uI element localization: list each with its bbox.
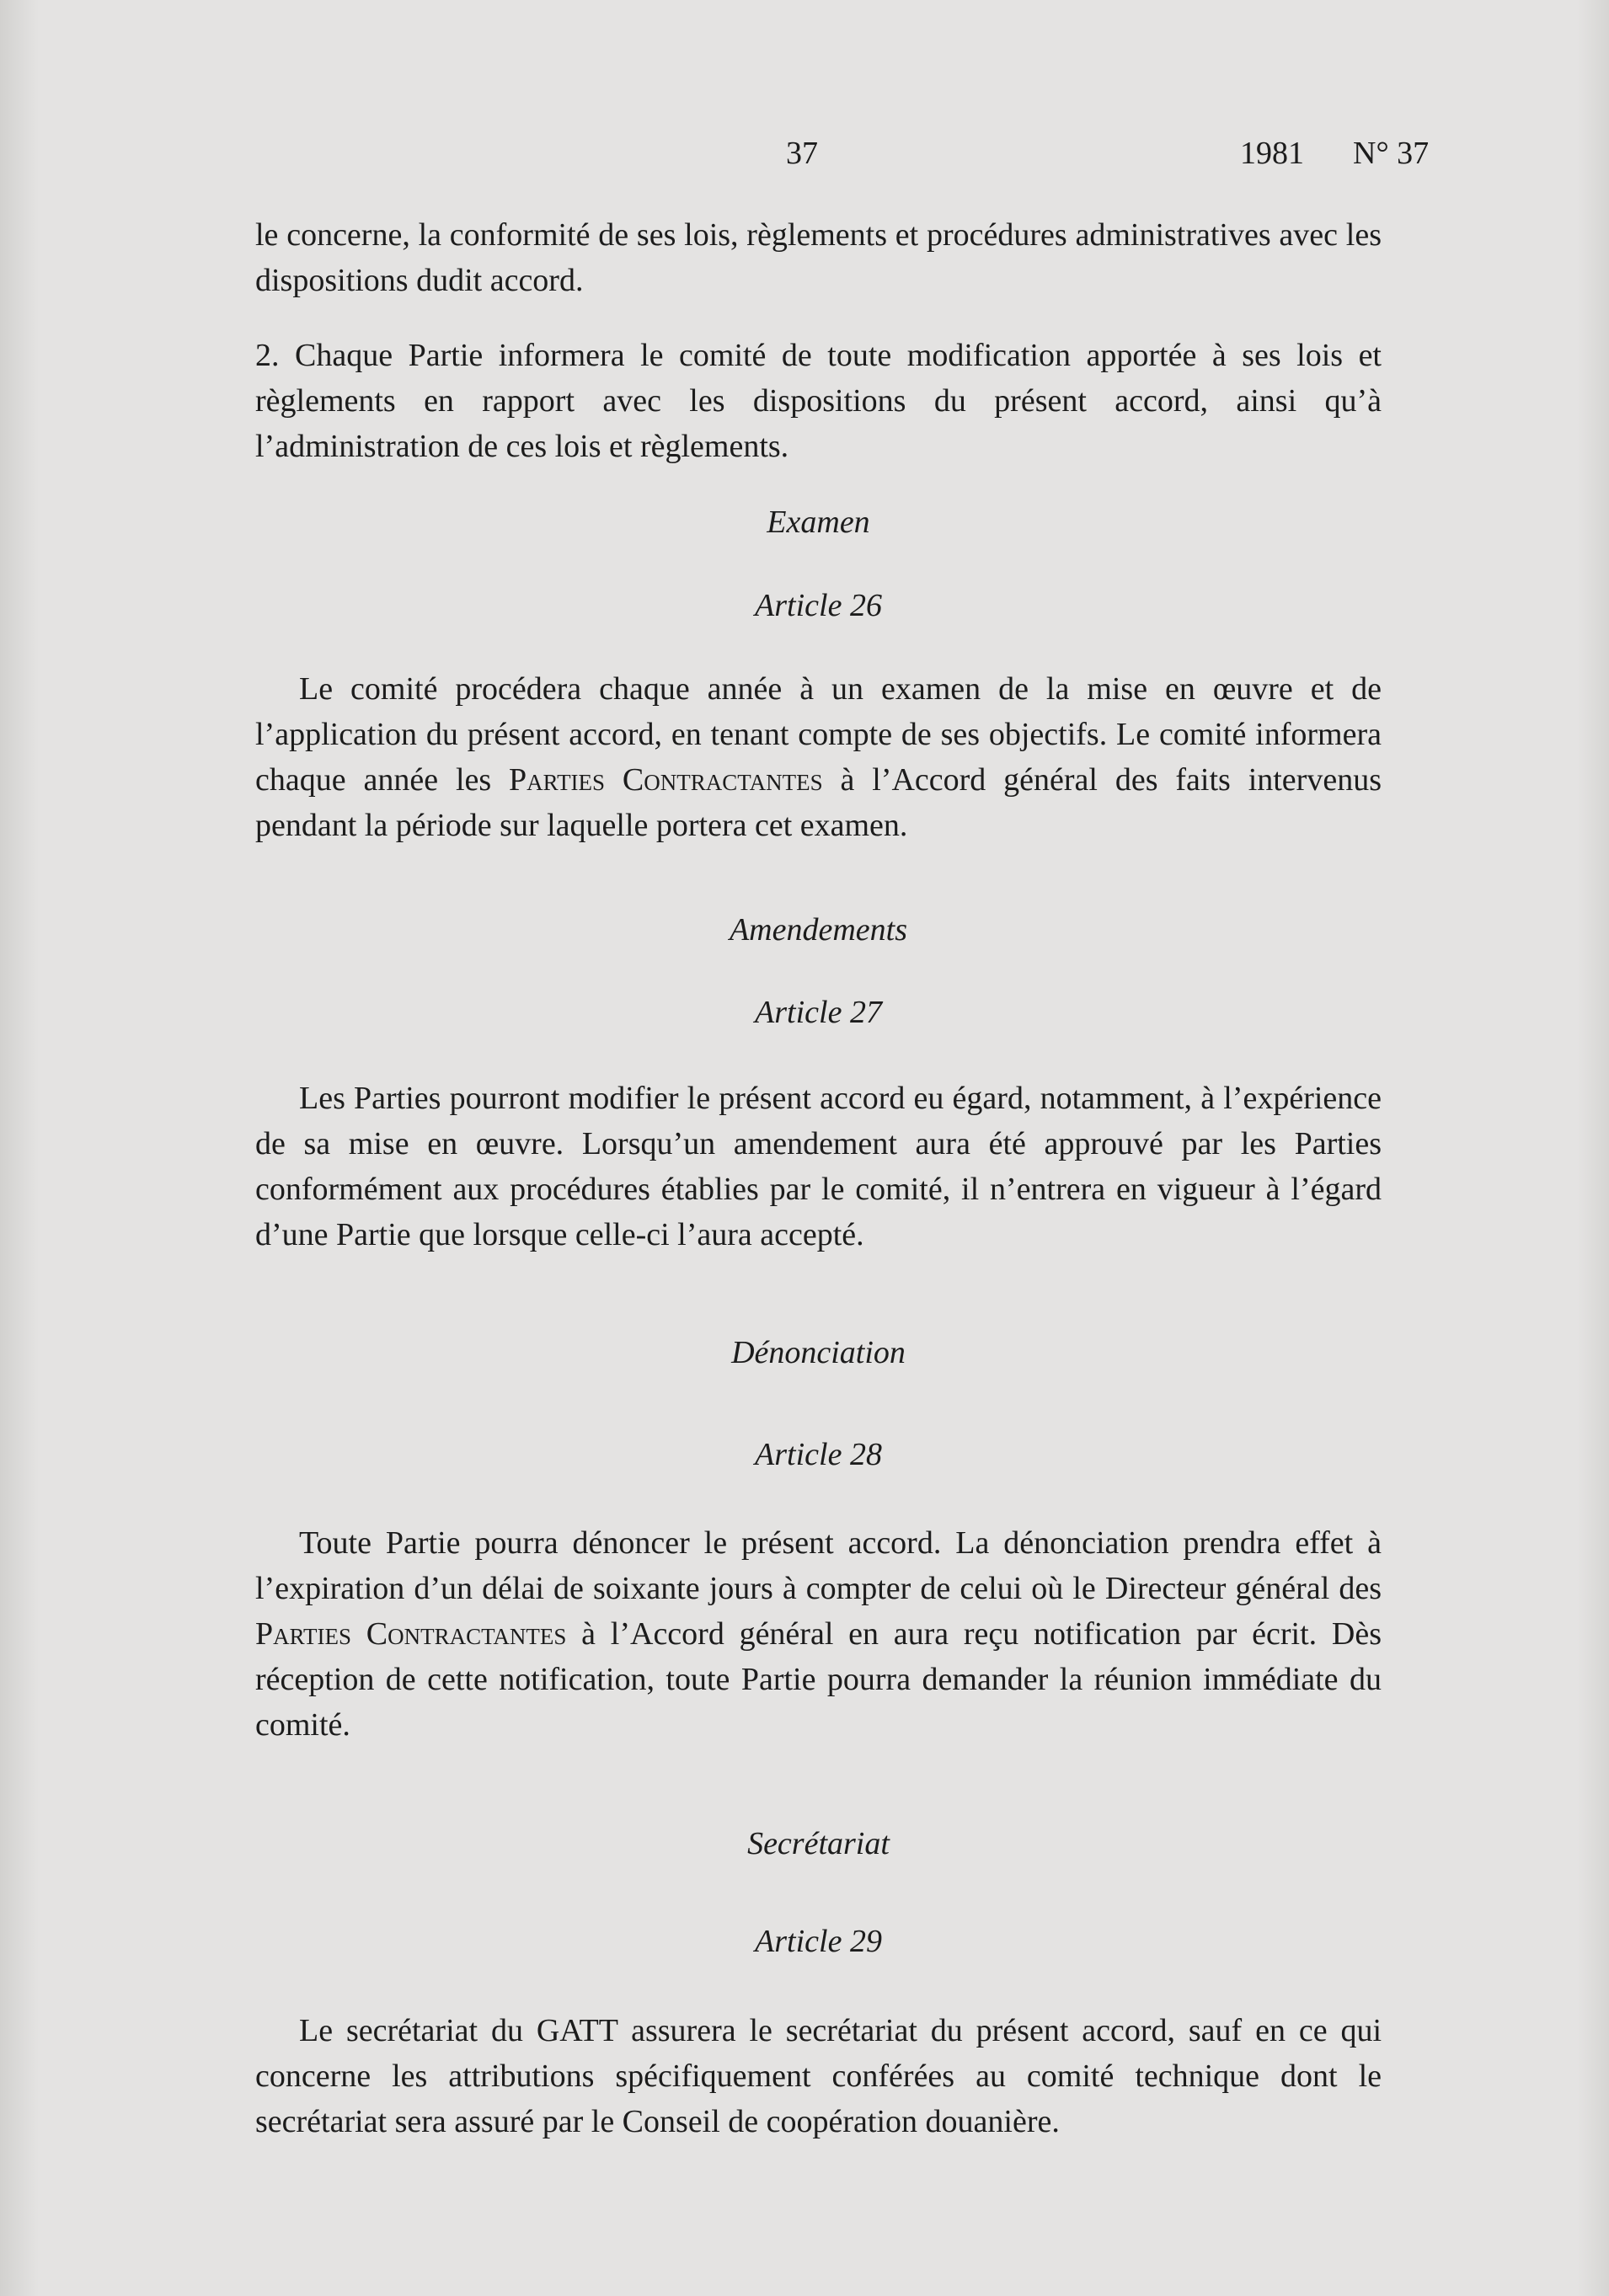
article-29-heading: Article 29	[755, 1924, 882, 1959]
section-heading-examen: Examen	[767, 505, 870, 540]
continuation-paragraph	[255, 212, 1382, 303]
article-28-smallcaps: Parties Contractantes	[255, 1616, 567, 1652]
article-29-text: Le secrétariat du GATT assurera le secrétariat du présent accord, sauf en ce qui concerne les attributions spécifiquement conférées au comité technique dont le secrétariat sera assuré par le Conseil de coopération douanière.	[255, 2013, 1382, 2139]
article-27-body	[255, 1076, 1382, 1257]
paragraph-2	[255, 333, 1382, 469]
section-heading-amendements: Amendements	[729, 912, 908, 948]
article-28-heading: Article 28	[755, 1437, 882, 1472]
article-28-body	[255, 1520, 1382, 1748]
article-28-text-2: à l’Accord général en aura reçu notification par écrit. Dès réception de cette notification, toute Partie pourra demander la réunion immédiate du comité.	[255, 1616, 1382, 1743]
section-heading-denonciation: Dénonciation	[731, 1335, 906, 1370]
article-27-text: Les Parties pourront modifier le présent accord eu égard, notamment, à l’expérience de sa mise en œuvre. Lorsqu’un amendement aura été approuvé par les Parties conformément aux procédures établies par le comité, il n’entrera en vigueur à l’égard d’une Partie que lorsque celle-ci l’aura accepté.	[255, 1081, 1382, 1252]
continuation-text: le concerne, la conformité de ses lois, règlements et procédures administratives avec les dispositions dudit accord.	[255, 217, 1382, 298]
article-26-smallcaps: Parties Contractantes	[509, 762, 823, 798]
article-29-body	[255, 2008, 1382, 2144]
page-number: 37	[786, 136, 818, 171]
article-27-heading: Article 27	[755, 995, 882, 1030]
article-26-heading: Article 26	[755, 588, 882, 623]
year-label: 1981	[1240, 136, 1304, 171]
article-26-body	[255, 666, 1382, 848]
section-heading-secretariat: Secrétariat	[747, 1826, 890, 1861]
article-28-text-1: Toute Partie pourra dénoncer le présent accord. La dénonciation prendra effet à l’expiration d’un délai de soixante jours à compter de celui où le Directeur général des	[255, 1525, 1382, 1606]
article-26-text-2: à l’Accord général des faits intervenus pendant la période sur laquelle portera cet examen.	[255, 762, 1382, 843]
treaty-number: N° 37	[1353, 136, 1430, 171]
article-26-text-1: Le comité procédera chaque année à un examen de la mise en œuvre et de l’application du présent accord, en tenant compte de ses objectifs. Le comité informera chaque année les	[255, 671, 1382, 798]
paragraph-2-text: 2. Chaque Partie informera le comité de toute modification apportée à ses lois et règlements en rapport avec les dispositions du présent accord, ainsi qu’à l’administration de ces lois et règlements.	[255, 338, 1382, 464]
